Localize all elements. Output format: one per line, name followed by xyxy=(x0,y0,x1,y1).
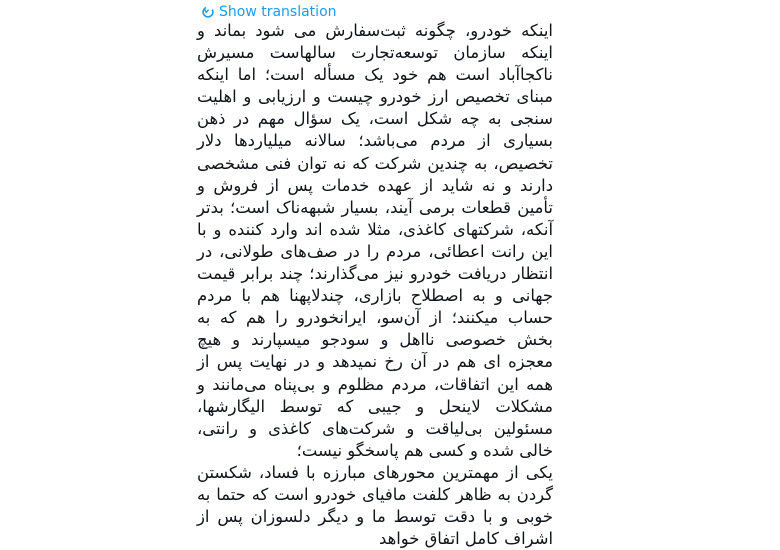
post-text xyxy=(197,20,553,550)
show-translation-label: Show translation xyxy=(219,4,337,20)
post-paragraph: اینکه خودرو، چگونه ثبت‌سفارش می شود بماند و اینکه سازمان توسعه‌تجارت سالهاست مسیرش ناکجاآباد است هم خود یک مسأله است؛ اما اینکه مبنای تخصیص ارز خودرو چیست و ارزیابی و اهلیت سنجی به چه شکل است، یک سؤال مهم در ذهن بسیاری از مردم می‌باشد؛ سالانه میلیاردها دلار تخصیص، به چندین شرکت که نه توان فنی مشخصی دارند و نه شاید از عهده خدمات پس از فروش و تأمین قطعات برمی آیند، بسیار شبهه‌ناک است؛ بدتر آنکه، شرکتهای کاغذی، مثلا شده اند وارد کننده و با این رانت اعطائی، مردم را در صف‌های طولانی، در انتظار دریافت خودرو نیز می‌گذارند؛ چند برابر قیمت جهانی و به اصطلاح بازاری، چندلاپهنا هم با مردم حساب میکنند؛ از آن‌سو، ایرانخودرو را هم که به بخش خصوصی نااهل و سودجو میسپارند و هیچ معجزه ای هم در آن رخ نمیدهد و در نهایت پس از همه این اتفاقات، مردم مظلوم و بی‌پناه می‌مانند و مشکلات لاینحل و جیبی که توسط الیگارشها، مسئولین بی‌لیاقت و شرکت‌های کاغذی و رانتی، خالی شده و کسی هم پاسخگو نیست؛ xyxy=(197,21,553,460)
show-translation-link[interactable] xyxy=(201,4,337,20)
post-container xyxy=(189,0,589,549)
translate-icon xyxy=(201,5,215,19)
post-paragraph: یکی از مهمترین محورهای مبارزه با فساد، شکستن گردن به ظاهر کلفت مافیای خودرو است که حتما به خوبی و با دقت توسط ما و دیگر دلسوزان پس از اشراف کامل اتفاق خواهد xyxy=(197,462,553,549)
